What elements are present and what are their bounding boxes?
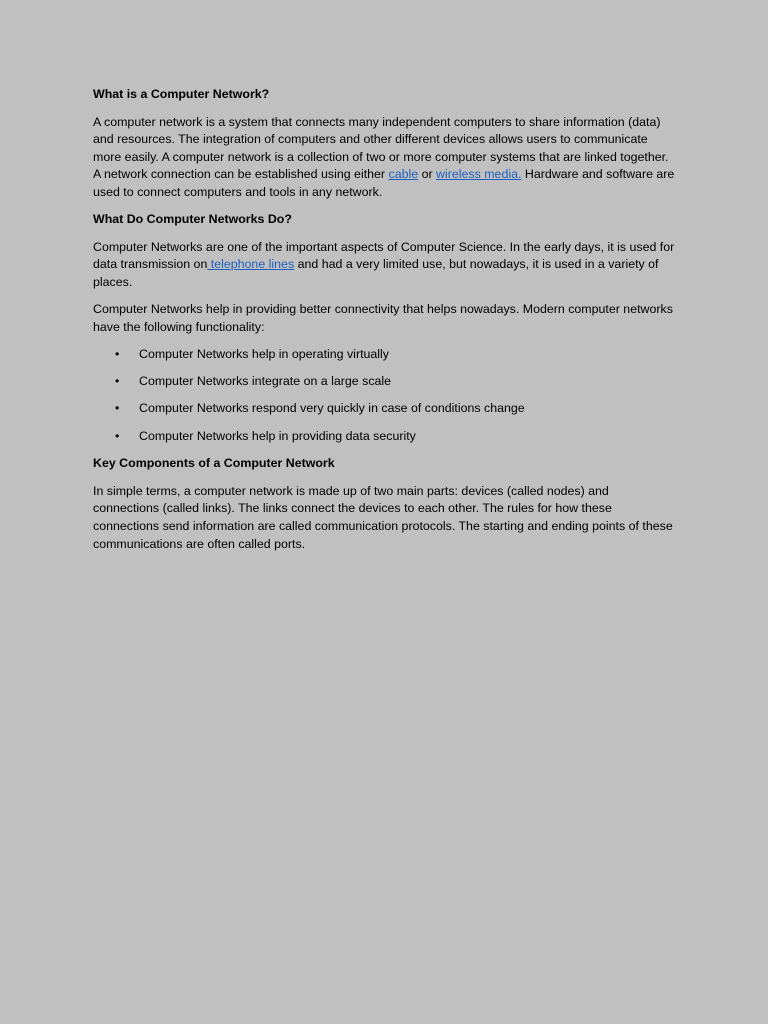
bullet-icon: • (115, 374, 120, 389)
document-content (93, 86, 675, 563)
paragraph-network-definition (93, 114, 675, 202)
list-item (93, 346, 675, 364)
bullet-icon: • (115, 428, 120, 443)
list-item (93, 373, 675, 391)
heading-key-components: Key Components of a Computer Network (93, 456, 335, 471)
list-item (93, 428, 675, 446)
link-telephone-lines[interactable]: telephone lines (207, 257, 295, 272)
paragraph-text: A computer network is a system that connects many independent computers to share information (data) and resources. The integration of computers and other different devices allows users to communicate more easily. A computer network is a collection of two or more computer systems that are linked together. A network connection can be established using either (93, 114, 669, 182)
bullet-icon: • (115, 401, 120, 416)
list-item-text: Computer Networks respond very quickly in case of conditions change (139, 401, 525, 416)
heading-what-is-network: What is a Computer Network? (93, 87, 270, 101)
paragraph-text: Hardware and software are used to connect computers and tools in any network. (93, 167, 675, 199)
bullet-icon: • (115, 346, 120, 361)
list-item-text: Computer Networks integrate on a large scale (139, 374, 392, 389)
link-wireless-media[interactable]: wireless media. (436, 167, 522, 182)
link-cable[interactable]: cable (388, 167, 419, 182)
heading-what-networks-do: What Do Computer Networks Do? (93, 212, 292, 227)
list-item-text: Computer Networks help in operating virtually (139, 346, 389, 361)
paragraph-networks-importance (93, 239, 675, 292)
paragraph-text: Computer Networks are one of the important aspects of Computer Science. In the early days, it is used for data transmission on (93, 239, 675, 272)
functionality-list (93, 346, 675, 446)
list-item (93, 400, 675, 418)
paragraph-text: or (418, 167, 437, 182)
paragraph-key-components: In simple terms, a computer network is made up of two main parts: devices (called nodes) and connections (called links). The links connect the devices to each other. The rules for how these connections send information are called communication protocols. The starting and ending points of these communications are often called ports. (93, 483, 673, 551)
paragraph-text: and had a very limited use, but nowadays, it is used in a variety of places. (93, 257, 659, 289)
list-item-text: Computer Networks help in providing data security (139, 428, 416, 443)
paragraph-networks-functionality: Computer Networks help in providing better connectivity that helps nowadays. Modern computer networks have the following functionality: (93, 301, 673, 334)
